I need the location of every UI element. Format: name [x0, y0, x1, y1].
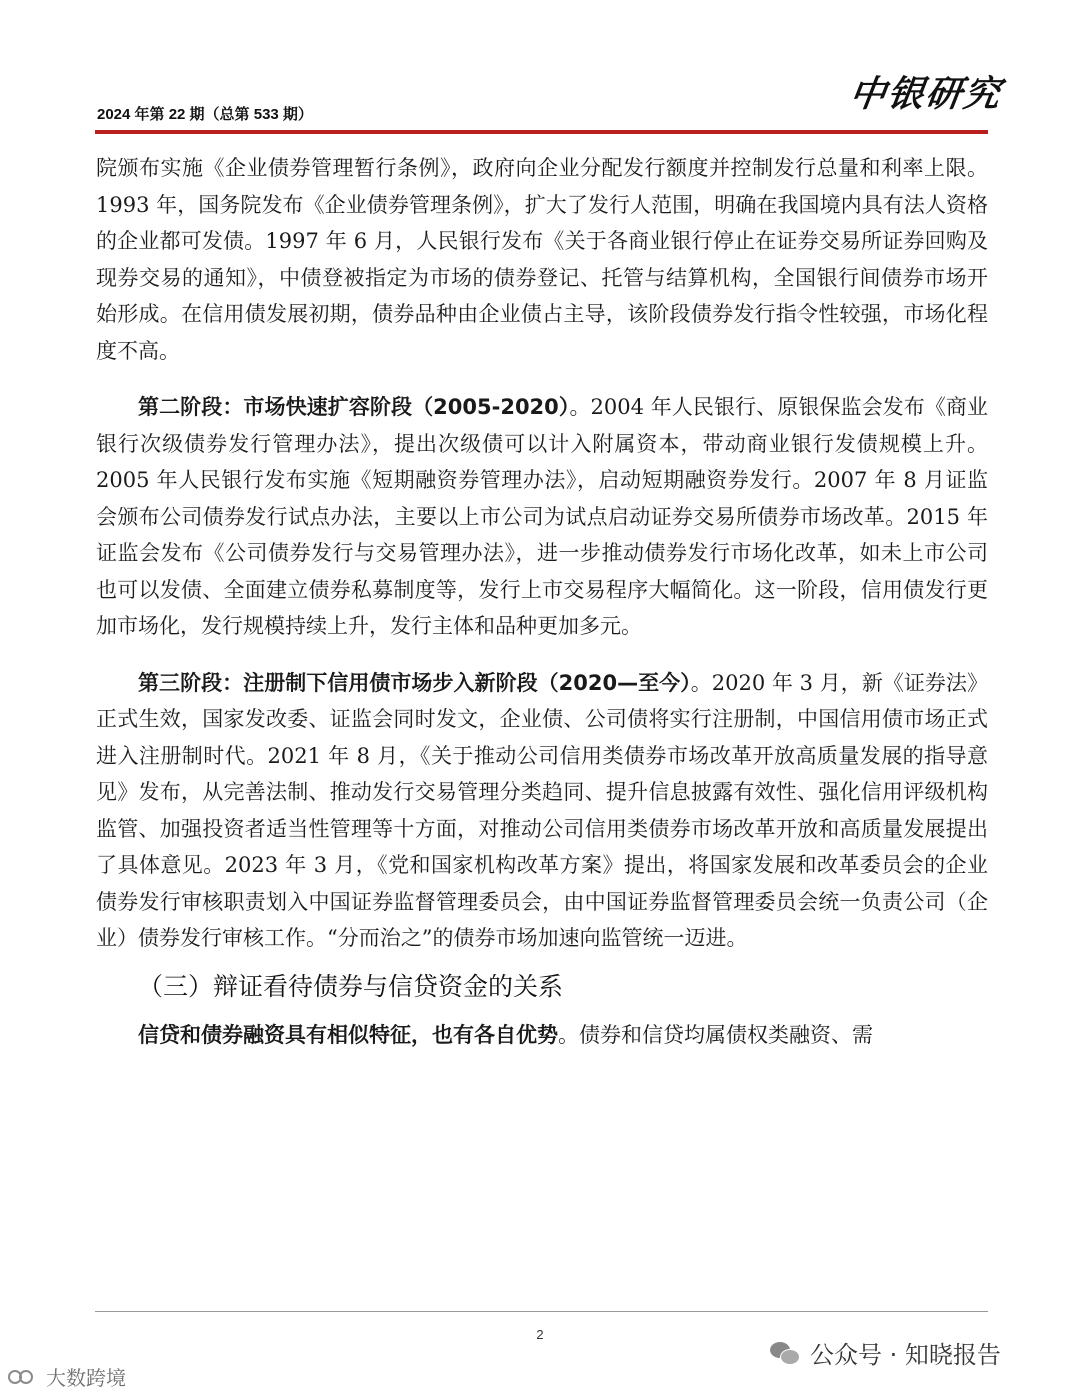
- footer-rule: [95, 1311, 988, 1312]
- paragraph-stage-three: [96, 665, 988, 957]
- paragraph-stage-one: 院颁布实施《企业债券管理暂行条例》，政府向企业分配发行额度并控制发行总量和利率上限。1993 年，国务院发布《企业债券管理条例》，扩大了发行人范围，明确在我国境内具有法人资格的企业都可发债。1997 年 6 月，人民银行发布《关于各商业银行停止在证券交易所证券回购及现券交易的通知》，中债登被指定为市场的债券登记、托管与结算机构，全国银行间债券市场开始形成。在信用债发展初期，债券品种由企业债占主导，该阶段债券发行指令性较强，市场化程度不高。: [96, 156, 988, 363]
- stage-three-text: 。2020 年 3 月，新《证券法》正式生效，国家发改委、证监会同时发文，企业债、公司债将实行注册制，中国信用债市场正式进入注册制时代。2021 年 8 月，《关于推动公司信用类债券市场改革开放高质量发展的指导意见》发布，从完善法制、推动发行交易管理分类趋同、提升信息披露有效性、强化信用评级机构监管、加强投资者适当性管理等十方面，对推动公司信用类债券市场改革开放和高质量发展提出了具体意见。2023 年 3 月，《党和国家机构改革方案》提出，将国家发展和改革委员会的企业债券发行审核职责划入中国证券监督管理委员会，由中国证券监督管理委员会统一负责公司（企业）债券发行审核工作。“分而治之”的债券市场加速向监管统一迈进。: [96, 670, 988, 950]
- page-number: 2: [536, 1327, 544, 1342]
- stage-two-heading: 第二阶段：市场快速扩容阶段（2005-2020）: [138, 395, 570, 419]
- stage-three-heading: 第三阶段：注册制下信用债市场步入新阶段（2020—至今）: [138, 670, 691, 695]
- issue-label: 2024 年第 22 期（总第 533 期）: [97, 106, 313, 123]
- brand-watermark-text: 大数跨境: [46, 1366, 126, 1390]
- wechat-watermark-text: 公众号 · 知晓报告: [810, 1341, 1001, 1369]
- credit-bonds-text: 。债券和信贷均属债权类融资、需: [558, 1022, 873, 1047]
- article-body: [96, 150, 988, 1053]
- credit-bonds-heading: 信贷和债券融资具有相似特征，也有各自优势: [138, 1022, 558, 1047]
- stage-two-text: 。2004 年人民银行、原银保监会发布《商业银行次级债券发行管理办法》，提出次级债可以计入附属资本，带动商业银行发债规模上升。2005 年人民银行发布实施《短期融资券管理办法》，启动短期融资券发行。2007 年 8 月证监会颁布公司债券发行试点办法，主要以上市公司为试点启动证券交易所债券市场改革。2015 年证监会发布《公司债券发行与交易管理办法》，进一步推动债券发行市场化改革，如未上市公司也可以发债、全面建立债券私募制度等，发行上市交易程序大幅简化。这一阶段，信用债发行更加市场化，发行规模持续上升，发行主体和品种更加多元。: [96, 395, 988, 638]
- wechat-icon: [770, 1340, 800, 1366]
- section-heading: （三）辩证看待债券与信贷资金的关系: [138, 971, 564, 1001]
- publication-logo: 中银研究: [846, 73, 1005, 115]
- paragraph-stage-two: [96, 389, 988, 645]
- brand-watermark: [8, 1362, 126, 1391]
- header-rule: [95, 130, 988, 134]
- infinity-logo-icon: [8, 1368, 42, 1386]
- wechat-watermark: [770, 1335, 1001, 1370]
- paragraph-credit-bonds: [96, 1017, 988, 1054]
